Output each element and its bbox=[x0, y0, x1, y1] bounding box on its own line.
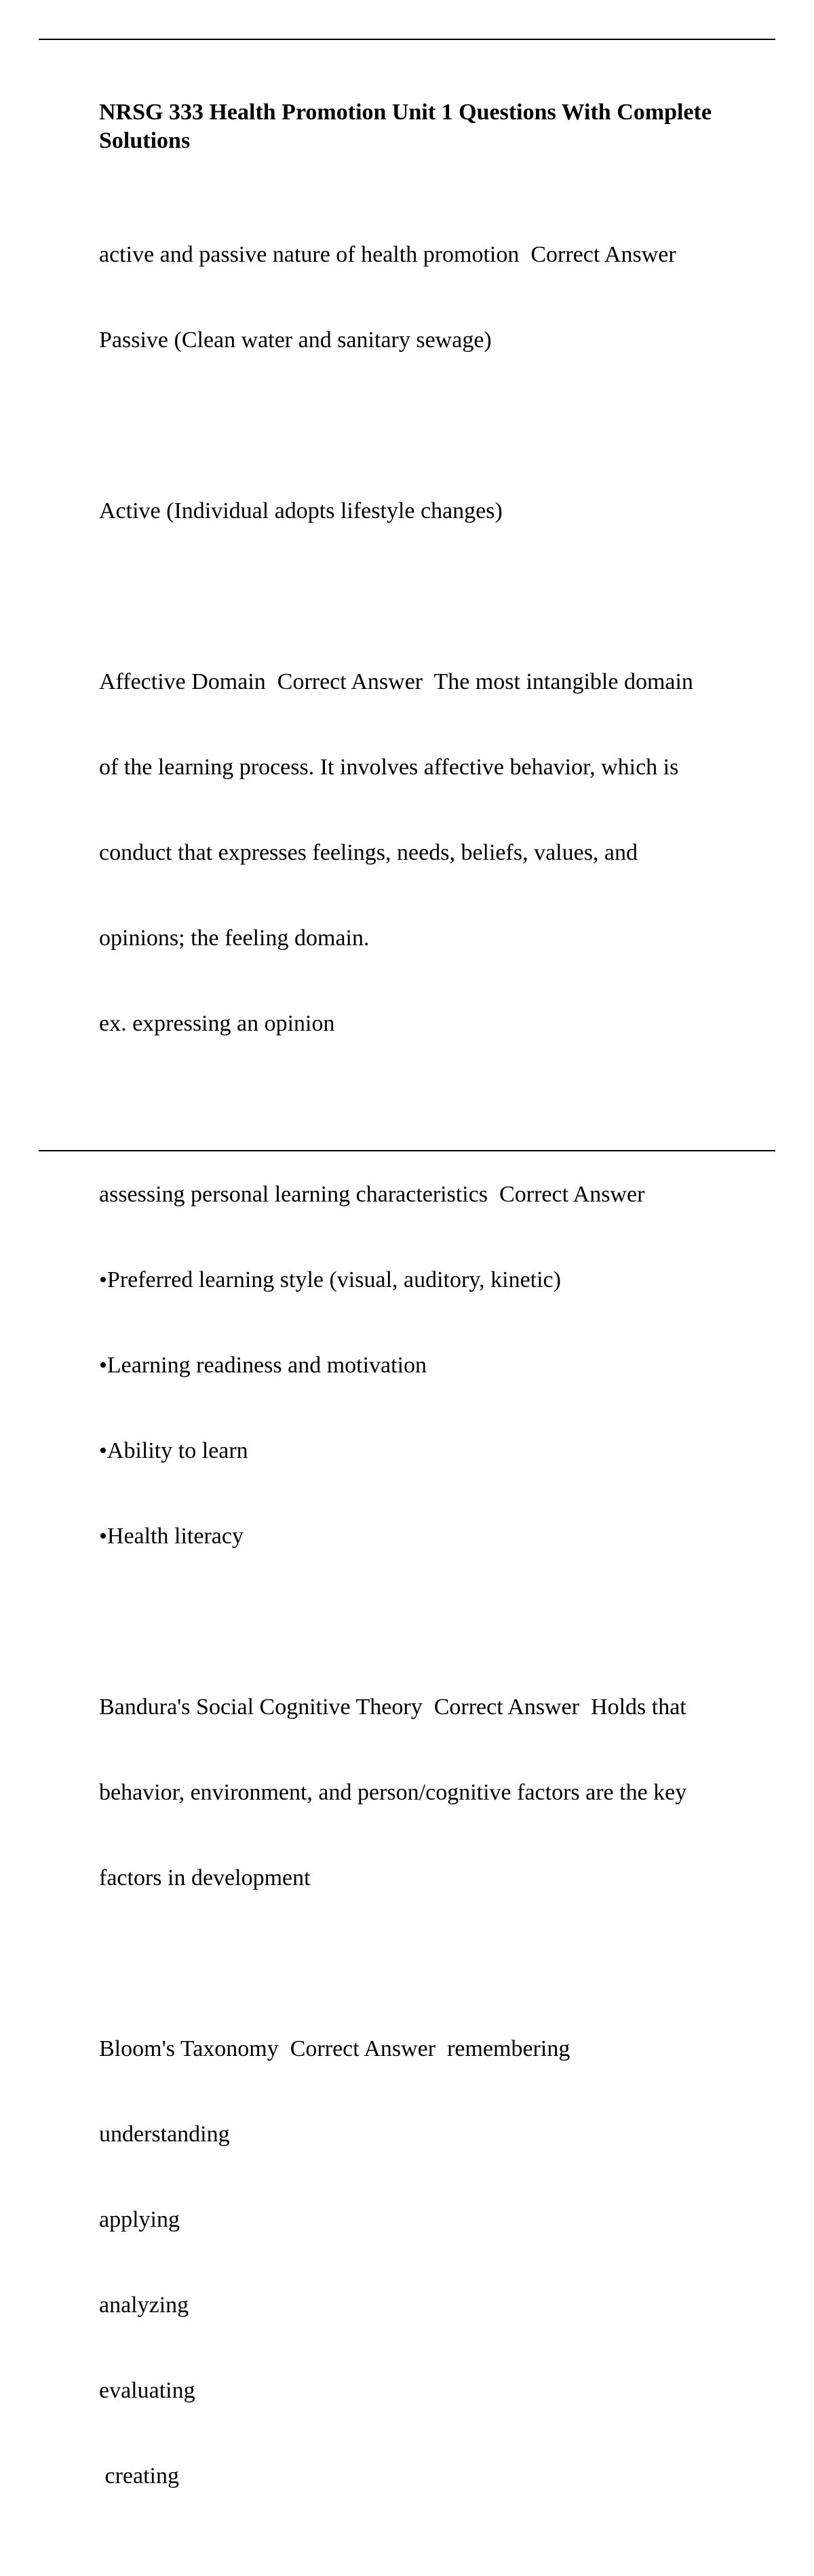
entry-line: Bandura's Social Cognitive Theory Correct Answer Holds that bbox=[99, 1695, 686, 1720]
entry-line: Passive (Clean water and sanitary sewage) bbox=[99, 328, 492, 353]
entry-line: Active (Individual adopts lifestyle changes) bbox=[99, 498, 503, 523]
entry-bullet: •Preferred learning style (visual, auditory, kinetic) bbox=[99, 1267, 561, 1292]
entry-line: assessing personal learning characteristics Correct Answer bbox=[99, 1182, 645, 1207]
entry-bullet: •Learning readiness and motivation bbox=[99, 1353, 427, 1378]
footer-rule bbox=[39, 1150, 775, 1151]
document-body bbox=[99, 98, 750, 2576]
header-rule bbox=[39, 39, 775, 40]
entry-bullet: •Ability to learn bbox=[99, 1438, 248, 1463]
entry-learning-characteristics bbox=[99, 1124, 750, 1608]
document-title: NRSG 333 Health Promotion Unit 1 Questions With Complete Solutions bbox=[99, 100, 712, 153]
entry-line: active and passive nature of health promotion Correct Answer bbox=[99, 242, 676, 267]
entry-line: factors in development bbox=[99, 1865, 311, 1890]
entry-line: behavior, environment, and person/cognitive factors are the key bbox=[99, 1780, 687, 1805]
entry-line: conduct that expresses feelings, needs, beliefs, values, and bbox=[99, 840, 638, 865]
entry-line: opinions; the feeling domain. bbox=[99, 926, 370, 951]
entry-line: evaluating bbox=[99, 2378, 195, 2403]
entry-affective-domain bbox=[99, 611, 750, 1095]
entry-line: creating bbox=[99, 2463, 179, 2489]
entry-active bbox=[99, 440, 750, 582]
entry-bandura-theory bbox=[99, 1636, 750, 1949]
entry-bullet: •Health literacy bbox=[99, 1524, 244, 1549]
entry-line: Bloom's Taxonomy Correct Answer remembering bbox=[99, 2036, 570, 2061]
entry-line: Affective Domain Correct Answer The most intangible domain bbox=[99, 669, 693, 694]
entry-line: understanding bbox=[99, 2122, 230, 2147]
entry-blooms-taxonomy bbox=[99, 1978, 750, 2548]
entry-line: of the learning process. It involves affective behavior, which is bbox=[99, 755, 679, 780]
entry-line: ex. expressing an opinion bbox=[99, 1011, 335, 1036]
entry-health-promotion-nature bbox=[99, 184, 750, 412]
entry-line: analyzing bbox=[99, 2293, 189, 2318]
entry-line: applying bbox=[99, 2207, 180, 2232]
